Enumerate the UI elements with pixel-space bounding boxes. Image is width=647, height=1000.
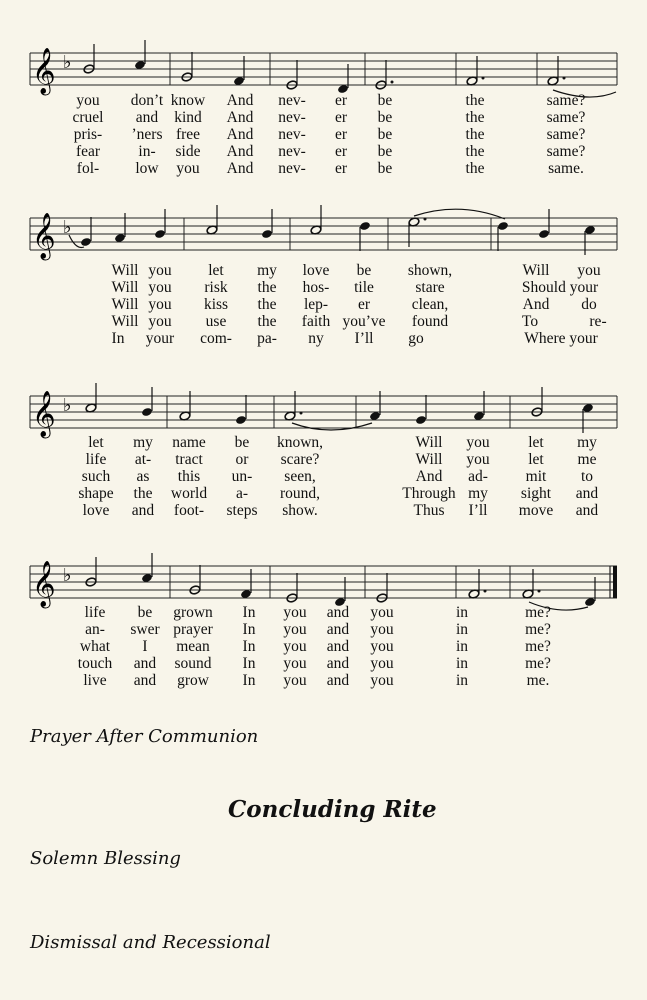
lyric-syllable: un- — [231, 468, 253, 485]
verse-line — [0, 638, 647, 656]
verse-line — [0, 313, 647, 331]
lyric-syllable: name — [172, 434, 206, 451]
lyric-syllable: lep- — [303, 296, 329, 313]
lyric-syllable: and — [133, 655, 157, 672]
music-system-4 — [0, 545, 647, 695]
lyric-syllable: pa- — [257, 330, 277, 347]
verse-line — [0, 160, 647, 178]
lyric-syllable: my — [257, 262, 277, 279]
lyric-syllable: life — [84, 604, 106, 621]
lyric-syllable: Thus — [413, 502, 445, 519]
lyric-syllable: In — [111, 330, 125, 347]
lyric-syllable: mit — [525, 468, 547, 485]
lyric-syllable: let — [88, 434, 104, 451]
lyric-syllable: in — [455, 604, 469, 621]
lyric-syllable: you — [466, 434, 490, 451]
lyric-syllable: you — [148, 296, 172, 313]
lyric-syllable: you — [148, 279, 172, 296]
lyric-syllable: you — [370, 621, 394, 638]
lyric-syllable: swer — [130, 621, 160, 638]
lyric-syllable: and — [326, 672, 350, 689]
prayer-after-communion-heading: Prayer After Communion — [30, 726, 259, 747]
lyric-syllable: mean — [176, 638, 210, 655]
lyric-syllable: as — [136, 468, 150, 485]
lyric-syllable: and — [131, 502, 155, 519]
lyric-syllable: ’ners — [131, 126, 163, 143]
lyric-syllable: you — [283, 604, 307, 621]
lyric-syllable: er — [334, 126, 348, 143]
lyric-syllable: fear — [75, 143, 101, 160]
lyric-syllable: steps — [226, 502, 258, 519]
lyric-syllable: the — [465, 92, 485, 109]
lyric-syllable: tile — [354, 279, 374, 296]
lyric-syllable: pris- — [73, 126, 103, 143]
lyric-syllable: found — [411, 313, 449, 330]
lyric-syllable: known, — [276, 434, 324, 451]
lyric-syllable: or — [235, 451, 249, 468]
lyric-syllable: you — [370, 672, 394, 689]
solemn-blessing-heading: Solemn Blessing — [30, 848, 181, 869]
lyric-syllable: low — [135, 160, 159, 177]
lyric-syllable: the — [133, 485, 153, 502]
verse-line — [0, 330, 647, 348]
lyric-syllable: side — [175, 143, 201, 160]
lyric-syllable: in — [455, 621, 469, 638]
lyric-syllable: er — [334, 92, 348, 109]
lyric-syllable: foot- — [173, 502, 205, 519]
lyric-syllable: tract — [175, 451, 203, 468]
lyric-syllable: clean, — [411, 296, 449, 313]
lyric-syllable: Will — [522, 262, 550, 279]
lyric-syllable: the — [257, 296, 277, 313]
lyric-syllable: And — [415, 468, 443, 485]
lyric-syllable: move — [518, 502, 554, 519]
verse-line — [0, 262, 647, 280]
lyric-syllable: let — [528, 451, 544, 468]
lyric-syllable: scare? — [280, 451, 320, 468]
lyric-syllable: sight — [520, 485, 552, 502]
lyric-syllable: er — [334, 109, 348, 126]
lyric-syllable: my — [577, 434, 597, 451]
lyric-syllable: be — [356, 262, 372, 279]
lyric-syllable: same? — [546, 143, 586, 160]
lyric-syllable: be — [377, 92, 393, 109]
lyric-syllable: and — [326, 604, 350, 621]
lyric-syllable: same? — [546, 92, 586, 109]
svg-text:♭: ♭ — [63, 52, 72, 73]
svg-text:𝄞: 𝄞 — [32, 561, 56, 607]
lyric-syllable: Will — [111, 262, 139, 279]
lyric-syllable: risk — [204, 279, 228, 296]
lyric-syllable: me? — [525, 638, 551, 655]
svg-text:𝄞: 𝄞 — [32, 391, 56, 437]
lyric-syllable: same? — [546, 109, 586, 126]
lyric-syllable: you — [76, 92, 100, 109]
lyric-syllable: in- — [138, 143, 156, 160]
lyric-syllable: seen, — [284, 468, 316, 485]
lyric-syllable: go — [408, 330, 424, 347]
lyric-syllable: the — [465, 160, 485, 177]
verse-line — [0, 143, 647, 161]
lyric-syllable: you — [148, 313, 172, 330]
lyric-syllable: live — [83, 672, 107, 689]
lyric-syllable: round, — [279, 485, 321, 502]
lyric-syllable: and — [133, 672, 157, 689]
lyric-syllable: be — [377, 143, 393, 160]
lyric-syllable: at- — [134, 451, 152, 468]
lyric-syllable: ny — [308, 330, 324, 347]
lyric-syllable: Through — [402, 485, 456, 502]
lyric-syllable: In — [242, 638, 256, 655]
lyric-syllable: free — [175, 126, 201, 143]
lyric-syllable: and — [575, 502, 599, 519]
lyric-syllable: and — [326, 638, 350, 655]
lyric-syllable: you — [370, 655, 394, 672]
verse-line — [0, 296, 647, 314]
lyric-syllable: com- — [200, 330, 232, 347]
lyric-syllable: Will — [415, 434, 443, 451]
verse-line — [0, 109, 647, 127]
lyric-syllable: you — [370, 638, 394, 655]
dismissal-heading: Dismissal and Recessional — [30, 932, 271, 953]
lyric-syllable: In — [242, 621, 256, 638]
lyric-syllable: Will — [415, 451, 443, 468]
lyric-syllable: in — [455, 638, 469, 655]
lyric-syllable: In — [242, 655, 256, 672]
lyric-syllable: To — [521, 313, 539, 330]
lyric-syllable: my — [468, 485, 488, 502]
music-system-3 — [0, 375, 647, 525]
lyric-syllable: use — [205, 313, 227, 330]
lyric-syllable: me? — [525, 621, 551, 638]
lyric-syllable: shape — [78, 485, 114, 502]
lyric-syllable: re- — [589, 313, 607, 330]
lyric-syllable: Will — [111, 296, 139, 313]
lyric-syllable: you — [370, 604, 394, 621]
lyric-syllable: show. — [282, 502, 318, 519]
lyric-syllable: you — [283, 638, 307, 655]
lyric-syllable: And — [522, 296, 550, 313]
verse-line — [0, 126, 647, 144]
lyric-syllable: the — [465, 143, 485, 160]
lyric-syllable: nev- — [278, 160, 306, 177]
lyric-syllable: grown — [173, 604, 213, 621]
lyric-syllable: And — [226, 143, 254, 160]
lyric-syllable: my — [133, 434, 153, 451]
verse-line — [0, 604, 647, 622]
verse-line — [0, 621, 647, 639]
lyric-syllable: me. — [526, 672, 550, 689]
lyric-syllable: me — [577, 451, 597, 468]
lyric-syllable: touch — [77, 655, 113, 672]
lyric-syllable: Will — [111, 313, 139, 330]
lyric-syllable: the — [257, 313, 277, 330]
lyric-syllable: And — [226, 126, 254, 143]
lyric-syllable: hos- — [302, 279, 330, 296]
lyric-syllable: and — [135, 109, 159, 126]
lyric-syllable: this — [177, 468, 201, 485]
lyric-syllable: be — [377, 160, 393, 177]
lyric-syllable: nev- — [278, 92, 306, 109]
lyric-syllable: be — [377, 126, 393, 143]
verse-line — [0, 468, 647, 486]
lyric-syllable: let — [208, 262, 224, 279]
lyric-syllable: kiss — [203, 296, 229, 313]
lyric-syllable: you — [148, 262, 172, 279]
concluding-rite-heading: Concluding Rite — [228, 796, 437, 823]
lyric-syllable: know — [170, 92, 206, 109]
lyric-syllable: you — [577, 262, 601, 279]
verse-line — [0, 451, 647, 469]
svg-text:♭: ♭ — [63, 565, 72, 586]
lyric-syllable: world — [170, 485, 208, 502]
svg-text:♭: ♭ — [63, 395, 72, 416]
lyric-syllable: the — [257, 279, 277, 296]
lyric-syllable: stare — [415, 279, 445, 296]
lyric-syllable: nev- — [278, 143, 306, 160]
lyric-syllable: er — [334, 160, 348, 177]
verse-line — [0, 502, 647, 520]
lyric-syllable: shown, — [407, 262, 453, 279]
lyric-syllable: er — [334, 143, 348, 160]
lyric-syllable: grow — [177, 672, 209, 689]
lyric-syllable: you’ve — [342, 313, 386, 330]
lyric-syllable: you — [283, 621, 307, 638]
lyric-syllable: kind — [174, 109, 202, 126]
lyric-syllable: you — [176, 160, 200, 177]
lyric-syllable: ad- — [468, 468, 488, 485]
lyric-syllable: me? — [525, 655, 551, 672]
lyric-syllable: and — [326, 655, 350, 672]
verse-line — [0, 672, 647, 690]
svg-text:𝄞: 𝄞 — [32, 48, 56, 94]
lyric-syllable: fol- — [76, 160, 100, 177]
lyric-syllable: Will — [111, 279, 139, 296]
lyric-syllable: in — [455, 672, 469, 689]
lyric-syllable: same. — [548, 160, 584, 177]
lyric-syllable: cruel — [72, 109, 104, 126]
lyric-syllable: er — [357, 296, 371, 313]
lyric-syllable: you — [466, 451, 490, 468]
lyric-syllable: and — [575, 485, 599, 502]
lyric-syllable: be — [234, 434, 250, 451]
lyric-syllable: I — [142, 638, 148, 655]
lyric-syllable: prayer — [173, 621, 213, 638]
lyric-syllable: nev- — [278, 109, 306, 126]
svg-text:♭: ♭ — [63, 217, 72, 238]
lyric-syllable: a- — [235, 485, 249, 502]
svg-text:𝄞: 𝄞 — [32, 213, 56, 259]
lyric-syllable: love — [302, 262, 330, 279]
lyric-syllable: same? — [546, 126, 586, 143]
lyric-syllable: sound — [174, 655, 212, 672]
lyric-syllable: I’ll — [468, 502, 488, 519]
lyric-syllable: And — [226, 92, 254, 109]
lyric-syllable: nev- — [278, 126, 306, 143]
lyric-syllable: be — [137, 604, 153, 621]
lyric-syllable: I’ll — [354, 330, 374, 347]
lyric-syllable: the — [465, 109, 485, 126]
lyric-syllable: don’t — [130, 92, 164, 109]
lyric-syllable: Should your — [521, 279, 599, 296]
music-system-1 — [0, 40, 647, 185]
verse-line — [0, 655, 647, 673]
lyric-syllable: you — [283, 655, 307, 672]
lyric-syllable: to — [580, 468, 594, 485]
lyric-syllable: In — [242, 672, 256, 689]
lyric-syllable: such — [81, 468, 111, 485]
lyric-syllable: And — [226, 160, 254, 177]
lyric-syllable: and — [326, 621, 350, 638]
verse-line — [0, 92, 647, 110]
lyric-syllable: life — [85, 451, 107, 468]
lyric-syllable: be — [377, 109, 393, 126]
lyric-syllable: the — [465, 126, 485, 143]
lyric-syllable: an- — [85, 621, 105, 638]
verse-line — [0, 485, 647, 503]
lyric-syllable: in — [455, 655, 469, 672]
lyric-syllable: what — [79, 638, 111, 655]
lyric-syllable: you — [283, 672, 307, 689]
music-system-2 — [0, 205, 647, 355]
verse-line — [0, 279, 647, 297]
lyric-syllable: In — [242, 604, 256, 621]
lyric-syllable: your — [145, 330, 175, 347]
lyric-syllable: faith — [301, 313, 331, 330]
lyric-syllable: let — [528, 434, 544, 451]
lyric-syllable: Where your — [524, 330, 598, 347]
lyric-syllable: do — [581, 296, 597, 313]
lyric-syllable: love — [82, 502, 110, 519]
lyric-syllable: me? — [525, 604, 551, 621]
verse-line — [0, 434, 647, 452]
lyric-syllable: And — [226, 109, 254, 126]
